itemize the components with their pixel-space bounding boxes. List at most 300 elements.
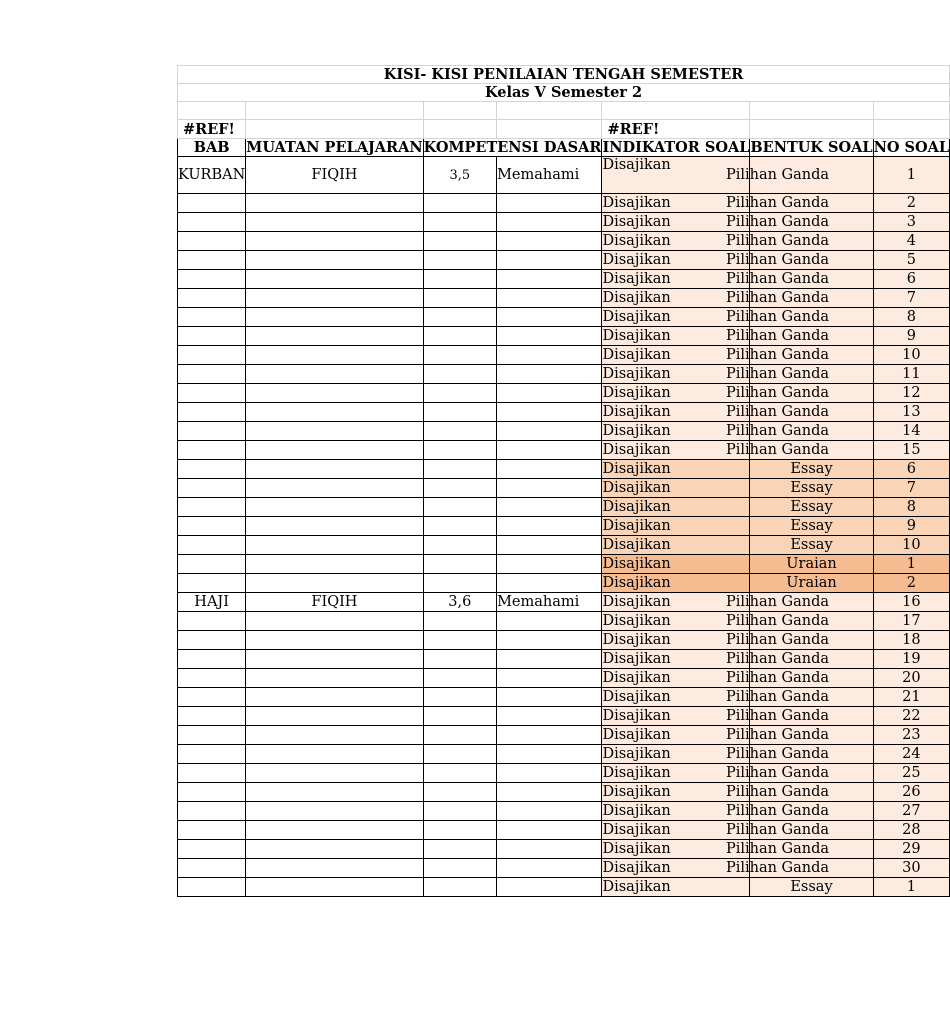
table-row: [178, 688, 950, 707]
bentuk-label: Pilihan Ganda: [725, 365, 830, 382]
indikator-cell[interactable]: Disajikan: [602, 479, 750, 498]
no-soal-cell[interactable]: 9: [873, 327, 949, 346]
table-row: [178, 726, 950, 745]
no-soal-cell[interactable]: 1: [873, 157, 949, 194]
empty-cell[interactable]: [246, 102, 423, 120]
kd-text-cell[interactable]: [497, 441, 602, 460]
no-soal-cell[interactable]: 8: [873, 498, 949, 517]
bentuk-cell[interactable]: [725, 384, 873, 403]
muatan-cell[interactable]: [246, 365, 423, 384]
bab-cell[interactable]: [178, 346, 246, 365]
bentuk-cell[interactable]: [725, 251, 873, 270]
indikator-cell[interactable]: Disajikan: [602, 840, 750, 859]
bentuk-cell[interactable]: [725, 593, 873, 612]
bentuk-cell[interactable]: [725, 289, 873, 308]
muatan-cell[interactable]: [246, 745, 423, 764]
kd-text-cell[interactable]: [497, 555, 602, 574]
bentuk-label: Pilihan Ganda: [725, 289, 830, 306]
kd-number-cell[interactable]: [423, 384, 496, 403]
indikator-cell[interactable]: Disajikan: [602, 688, 750, 707]
kd-number-cell[interactable]: [423, 574, 496, 593]
kd-text-cell[interactable]: [497, 726, 602, 745]
no-soal-cell[interactable]: 2: [873, 194, 949, 213]
kd-text-cell[interactable]: [497, 460, 602, 479]
table-row: [178, 802, 950, 821]
muatan-cell[interactable]: FIQIH: [246, 593, 423, 612]
ref-error-cell-left[interactable]: #REF!: [178, 120, 246, 139]
bentuk-cell[interactable]: [725, 859, 873, 878]
bentuk-cell[interactable]: [750, 460, 873, 479]
bentuk-cell[interactable]: [725, 327, 873, 346]
indikator-cell[interactable]: Disajikan: [602, 878, 750, 897]
kd-text-cell[interactable]: [497, 878, 602, 897]
kd-number-cell[interactable]: [423, 650, 496, 669]
kd-text-cell[interactable]: [497, 270, 602, 289]
bab-cell[interactable]: [178, 460, 246, 479]
bentuk-cell[interactable]: [725, 194, 873, 213]
muatan-cell[interactable]: [246, 669, 423, 688]
indikator-cell[interactable]: Disajikan: [602, 859, 750, 878]
no-soal-cell[interactable]: 8: [873, 308, 949, 327]
bentuk-cell[interactable]: [725, 270, 873, 289]
bab-cell[interactable]: [178, 726, 246, 745]
bentuk-label: Uraian: [786, 574, 837, 591]
bentuk-cell[interactable]: [750, 479, 873, 498]
no-soal-cell[interactable]: 17: [873, 612, 949, 631]
muatan-cell[interactable]: [246, 783, 423, 802]
bentuk-cell[interactable]: [725, 745, 873, 764]
muatan-cell[interactable]: [246, 194, 423, 213]
bab-cell[interactable]: [178, 650, 246, 669]
indikator-cell[interactable]: Disajikan: [602, 726, 750, 745]
kd-text-cell[interactable]: [497, 479, 602, 498]
muatan-cell[interactable]: [246, 688, 423, 707]
no-soal-cell[interactable]: 9: [873, 517, 949, 536]
bentuk-label: Essay: [790, 517, 833, 534]
bentuk-cell[interactable]: [725, 631, 873, 650]
kd-number-cell[interactable]: [423, 194, 496, 213]
bab-cell[interactable]: [178, 479, 246, 498]
table-row: [178, 327, 950, 346]
bentuk-cell[interactable]: [725, 232, 873, 251]
bab-cell[interactable]: [178, 422, 246, 441]
bentuk-cell[interactable]: [725, 669, 873, 688]
kd-number-cell[interactable]: [423, 517, 496, 536]
bab-cell[interactable]: [178, 536, 246, 555]
bab-cell[interactable]: [178, 308, 246, 327]
empty-cell[interactable]: [873, 120, 949, 139]
bentuk-cell[interactable]: [725, 346, 873, 365]
indikator-cell[interactable]: Disajikan: [602, 517, 750, 536]
bentuk-label: Pilihan Ganda: [725, 213, 830, 230]
kd-number-cell[interactable]: [423, 213, 496, 232]
table-row: [178, 555, 950, 574]
muatan-cell[interactable]: [246, 650, 423, 669]
bab-cell[interactable]: [178, 251, 246, 270]
bab-cell[interactable]: [178, 802, 246, 821]
muatan-cell[interactable]: [246, 802, 423, 821]
bentuk-cell[interactable]: [725, 403, 873, 422]
bentuk-label: Uraian: [786, 555, 837, 572]
indikator-cell[interactable]: Disajikan: [602, 498, 750, 517]
kd-number-cell[interactable]: [423, 783, 496, 802]
kd-number-cell[interactable]: 3,5: [423, 157, 496, 194]
bab-cell[interactable]: [178, 517, 246, 536]
muatan-cell[interactable]: [246, 460, 423, 479]
bab-cell[interactable]: [178, 441, 246, 460]
muatan-cell[interactable]: [246, 270, 423, 289]
bab-cell[interactable]: [178, 821, 246, 840]
muatan-cell[interactable]: [246, 726, 423, 745]
kd-text-cell[interactable]: [497, 213, 602, 232]
no-soal-cell[interactable]: 6: [873, 460, 949, 479]
kd-number-cell[interactable]: 3,6: [423, 593, 496, 612]
kd-text-cell[interactable]: [497, 650, 602, 669]
bab-cell[interactable]: [178, 745, 246, 764]
table-row: [178, 232, 950, 251]
kd-number-cell[interactable]: [423, 422, 496, 441]
indikator-cell[interactable]: Disajikan: [602, 384, 750, 403]
bab-cell[interactable]: [178, 859, 246, 878]
indikator-cell[interactable]: Disajikan: [602, 403, 750, 422]
bab-cell[interactable]: [178, 707, 246, 726]
kd-text-cell[interactable]: [497, 517, 602, 536]
kd-number-cell[interactable]: [423, 840, 496, 859]
indikator-cell[interactable]: Disajikan: [602, 346, 750, 365]
no-soal-cell[interactable]: 11: [873, 365, 949, 384]
kd-number-cell[interactable]: [423, 707, 496, 726]
no-soal-cell[interactable]: 1: [873, 555, 949, 574]
bentuk-cell[interactable]: [725, 726, 873, 745]
kd-text-cell[interactable]: [497, 802, 602, 821]
muatan-cell[interactable]: [246, 327, 423, 346]
empty-cell[interactable]: [602, 102, 750, 120]
kd-text-cell[interactable]: [497, 574, 602, 593]
kd-text-cell[interactable]: Memahami: [497, 593, 602, 612]
bentuk-cell[interactable]: [725, 612, 873, 631]
kd-text-cell[interactable]: [497, 346, 602, 365]
muatan-cell[interactable]: [246, 878, 423, 897]
bab-cell[interactable]: [178, 384, 246, 403]
indikator-cell[interactable]: Disajikan: [602, 157, 750, 194]
muatan-cell[interactable]: [246, 498, 423, 517]
table-row: [178, 517, 950, 536]
no-soal-cell[interactable]: 10: [873, 346, 949, 365]
kd-number-cell[interactable]: [423, 688, 496, 707]
bab-cell[interactable]: HAJI: [178, 593, 246, 612]
kd-number-cell[interactable]: [423, 346, 496, 365]
kd-number-cell[interactable]: [423, 403, 496, 422]
kd-text-cell[interactable]: [497, 498, 602, 517]
bentuk-cell[interactable]: [750, 574, 873, 593]
no-soal-cell[interactable]: 24: [873, 745, 949, 764]
muatan-cell[interactable]: [246, 346, 423, 365]
no-soal-cell[interactable]: 7: [873, 479, 949, 498]
indikator-cell[interactable]: Disajikan: [602, 308, 750, 327]
table-row: [178, 289, 950, 308]
bentuk-label: Pilihan Ganda: [725, 194, 830, 211]
no-soal-cell[interactable]: 30: [873, 859, 949, 878]
no-soal-cell[interactable]: 1: [873, 878, 949, 897]
no-soal-cell[interactable]: 25: [873, 764, 949, 783]
no-soal-cell[interactable]: 16: [873, 593, 949, 612]
indikator-cell[interactable]: Disajikan: [602, 536, 750, 555]
no-soal-cell[interactable]: 15: [873, 441, 949, 460]
kd-text-cell[interactable]: [497, 232, 602, 251]
kd-text-cell[interactable]: [497, 327, 602, 346]
empty-cell[interactable]: [178, 102, 246, 120]
no-soal-cell[interactable]: 14: [873, 422, 949, 441]
bentuk-label: Pilihan Ganda: [725, 422, 830, 439]
bentuk-cell[interactable]: [725, 213, 873, 232]
empty-cell[interactable]: [246, 120, 423, 139]
muatan-cell[interactable]: [246, 631, 423, 650]
indikator-cell[interactable]: Disajikan: [602, 251, 750, 270]
muatan-cell[interactable]: [246, 479, 423, 498]
indikator-cell[interactable]: Disajikan: [602, 574, 750, 593]
no-soal-cell[interactable]: 2: [873, 574, 949, 593]
no-soal-cell[interactable]: 29: [873, 840, 949, 859]
no-soal-cell[interactable]: 20: [873, 669, 949, 688]
kd-number-cell[interactable]: [423, 365, 496, 384]
bab-cell[interactable]: [178, 498, 246, 517]
indikator-cell[interactable]: Disajikan: [602, 593, 750, 612]
no-soal-cell[interactable]: 5: [873, 251, 949, 270]
indikator-cell[interactable]: Disajikan: [602, 555, 750, 574]
bentuk-cell[interactable]: [750, 555, 873, 574]
indikator-cell[interactable]: Disajikan: [602, 327, 750, 346]
empty-cell[interactable]: [873, 102, 949, 120]
bentuk-cell[interactable]: [725, 441, 873, 460]
kd-number-cell[interactable]: [423, 308, 496, 327]
kd-number-cell[interactable]: [423, 555, 496, 574]
kd-text-cell[interactable]: [497, 764, 602, 783]
kd-text-cell[interactable]: [497, 422, 602, 441]
kd-number-cell[interactable]: [423, 327, 496, 346]
indikator-cell[interactable]: Disajikan: [602, 612, 750, 631]
muatan-cell[interactable]: FIQIH: [246, 157, 423, 194]
kd-number-cell[interactable]: [423, 764, 496, 783]
bentuk-label: Essay: [790, 479, 833, 496]
bentuk-cell[interactable]: [725, 764, 873, 783]
no-soal-cell[interactable]: 28: [873, 821, 949, 840]
kd-text-cell[interactable]: [497, 251, 602, 270]
bentuk-cell[interactable]: [725, 840, 873, 859]
muatan-cell[interactable]: [246, 251, 423, 270]
muatan-cell[interactable]: [246, 536, 423, 555]
bentuk-cell[interactable]: [725, 707, 873, 726]
no-soal-cell[interactable]: 23: [873, 726, 949, 745]
bab-cell[interactable]: [178, 555, 246, 574]
bab-cell[interactable]: [178, 213, 246, 232]
no-soal-cell[interactable]: 3: [873, 213, 949, 232]
indikator-cell[interactable]: Disajikan: [602, 783, 750, 802]
muatan-cell[interactable]: [246, 384, 423, 403]
indikator-cell[interactable]: Disajikan: [602, 650, 750, 669]
empty-cell[interactable]: [750, 120, 873, 139]
muatan-cell[interactable]: [246, 517, 423, 536]
kd-number-cell[interactable]: [423, 821, 496, 840]
no-soal-cell[interactable]: 13: [873, 403, 949, 422]
bab-cell[interactable]: [178, 365, 246, 384]
kd-text-cell[interactable]: [497, 669, 602, 688]
kd-text-cell[interactable]: [497, 631, 602, 650]
kd-text-cell[interactable]: [497, 840, 602, 859]
no-soal-cell[interactable]: 21: [873, 688, 949, 707]
bab-cell[interactable]: [178, 289, 246, 308]
muatan-cell[interactable]: [246, 859, 423, 878]
no-soal-cell[interactable]: 12: [873, 384, 949, 403]
indikator-cell[interactable]: Disajikan: [602, 422, 750, 441]
indikator-cell[interactable]: Disajikan: [602, 669, 750, 688]
indikator-cell[interactable]: Disajikan: [602, 365, 750, 384]
kd-text-cell[interactable]: [497, 745, 602, 764]
bab-cell[interactable]: [178, 783, 246, 802]
kd-number-cell[interactable]: [423, 669, 496, 688]
no-soal-cell[interactable]: 6: [873, 270, 949, 289]
bentuk-cell[interactable]: [725, 422, 873, 441]
kd-text-cell[interactable]: [497, 308, 602, 327]
kd-text-cell[interactable]: [497, 783, 602, 802]
muatan-cell[interactable]: [246, 555, 423, 574]
bab-cell[interactable]: KURBAN: [178, 157, 246, 194]
bentuk-cell[interactable]: [750, 878, 873, 897]
kd-text-cell[interactable]: [497, 707, 602, 726]
muatan-cell[interactable]: [246, 289, 423, 308]
bentuk-cell[interactable]: [725, 308, 873, 327]
muatan-cell[interactable]: [246, 821, 423, 840]
bentuk-cell[interactable]: [725, 365, 873, 384]
no-soal-cell[interactable]: 19: [873, 650, 949, 669]
empty-cell[interactable]: [423, 120, 496, 139]
kd-number-cell[interactable]: [423, 612, 496, 631]
bentuk-label: Pilihan Ganda: [725, 308, 830, 325]
indikator-cell[interactable]: Disajikan: [602, 764, 750, 783]
kd-number-cell[interactable]: [423, 726, 496, 745]
muatan-cell[interactable]: [246, 764, 423, 783]
kd-text-cell[interactable]: [497, 612, 602, 631]
kd-number-cell[interactable]: [423, 441, 496, 460]
muatan-cell[interactable]: [246, 213, 423, 232]
muatan-cell[interactable]: [246, 707, 423, 726]
indikator-cell[interactable]: Disajikan: [602, 441, 750, 460]
muatan-cell[interactable]: [246, 840, 423, 859]
bab-cell[interactable]: [178, 194, 246, 213]
kd-text-cell[interactable]: [497, 289, 602, 308]
muatan-cell[interactable]: [246, 403, 423, 422]
muatan-cell[interactable]: [246, 232, 423, 251]
bentuk-cell[interactable]: [750, 498, 873, 517]
kd-number-cell[interactable]: [423, 289, 496, 308]
bab-cell[interactable]: [178, 669, 246, 688]
indikator-cell[interactable]: Disajikan: [602, 745, 750, 764]
muatan-cell[interactable]: [246, 574, 423, 593]
muatan-cell[interactable]: [246, 422, 423, 441]
kd-number-cell[interactable]: [423, 631, 496, 650]
kd-text-cell[interactable]: [497, 403, 602, 422]
bentuk-cell[interactable]: [725, 802, 873, 821]
kd-number-cell[interactable]: [423, 745, 496, 764]
bab-cell[interactable]: [178, 840, 246, 859]
indikator-cell[interactable]: Disajikan: [602, 802, 750, 821]
kd-number-cell[interactable]: [423, 498, 496, 517]
indikator-cell[interactable]: Disajikan: [602, 194, 750, 213]
muatan-cell[interactable]: [246, 441, 423, 460]
bab-cell[interactable]: [178, 631, 246, 650]
indikator-cell[interactable]: Disajikan: [602, 631, 750, 650]
kd-text-cell[interactable]: Memahami: [497, 157, 602, 194]
bentuk-cell[interactable]: [725, 650, 873, 669]
kd-text-cell[interactable]: [497, 859, 602, 878]
indikator-cell[interactable]: Disajikan: [602, 270, 750, 289]
empty-cell[interactable]: [423, 102, 496, 120]
bentuk-label: Pilihan Ganda: [725, 593, 830, 610]
kd-number-cell[interactable]: [423, 859, 496, 878]
indikator-cell[interactable]: Disajikan: [602, 213, 750, 232]
bentuk-cell[interactable]: [725, 157, 873, 194]
bab-cell[interactable]: [178, 232, 246, 251]
kd-number-cell[interactable]: [423, 878, 496, 897]
bentuk-cell[interactable]: [725, 783, 873, 802]
kd-number-cell[interactable]: [423, 802, 496, 821]
bab-cell[interactable]: [178, 764, 246, 783]
muatan-cell[interactable]: [246, 308, 423, 327]
kd-text-cell[interactable]: [497, 536, 602, 555]
ref-error-cell-right[interactable]: #REF!: [602, 120, 750, 139]
bab-cell[interactable]: [178, 688, 246, 707]
no-soal-cell[interactable]: 10: [873, 536, 949, 555]
bab-cell[interactable]: [178, 878, 246, 897]
kd-number-cell[interactable]: [423, 232, 496, 251]
no-soal-cell[interactable]: 27: [873, 802, 949, 821]
bentuk-cell[interactable]: [750, 517, 873, 536]
bab-cell[interactable]: [178, 327, 246, 346]
kd-text-cell[interactable]: [497, 688, 602, 707]
no-soal-cell[interactable]: 4: [873, 232, 949, 251]
no-soal-cell[interactable]: 18: [873, 631, 949, 650]
kd-number-cell[interactable]: [423, 270, 496, 289]
bentuk-cell[interactable]: [725, 821, 873, 840]
kd-text-cell[interactable]: [497, 365, 602, 384]
kd-number-cell[interactable]: [423, 251, 496, 270]
bab-cell[interactable]: [178, 612, 246, 631]
bentuk-cell[interactable]: [725, 688, 873, 707]
no-soal-cell[interactable]: 26: [873, 783, 949, 802]
muatan-cell[interactable]: [246, 612, 423, 631]
indikator-cell[interactable]: Disajikan: [602, 289, 750, 308]
no-soal-cell[interactable]: 22: [873, 707, 949, 726]
kd-text-cell[interactable]: [497, 821, 602, 840]
kd-text-cell[interactable]: [497, 194, 602, 213]
kd-text-cell[interactable]: [497, 384, 602, 403]
kd-number-cell[interactable]: [423, 536, 496, 555]
indikator-cell[interactable]: Disajikan: [602, 707, 750, 726]
bab-cell[interactable]: [178, 403, 246, 422]
bentuk-cell[interactable]: [750, 536, 873, 555]
bab-cell[interactable]: [178, 574, 246, 593]
bab-cell[interactable]: [178, 270, 246, 289]
empty-cell[interactable]: [497, 120, 602, 139]
bentuk-label: Pilihan Ganda: [725, 251, 830, 268]
no-soal-cell[interactable]: 7: [873, 289, 949, 308]
empty-cell[interactable]: [750, 102, 873, 120]
indikator-cell[interactable]: Disajikan: [602, 460, 750, 479]
indikator-cell[interactable]: Disajikan: [602, 232, 750, 251]
kd-number-cell[interactable]: [423, 460, 496, 479]
kd-number-cell[interactable]: [423, 479, 496, 498]
indikator-cell[interactable]: Disajikan: [602, 821, 750, 840]
empty-cell[interactable]: [497, 102, 602, 120]
